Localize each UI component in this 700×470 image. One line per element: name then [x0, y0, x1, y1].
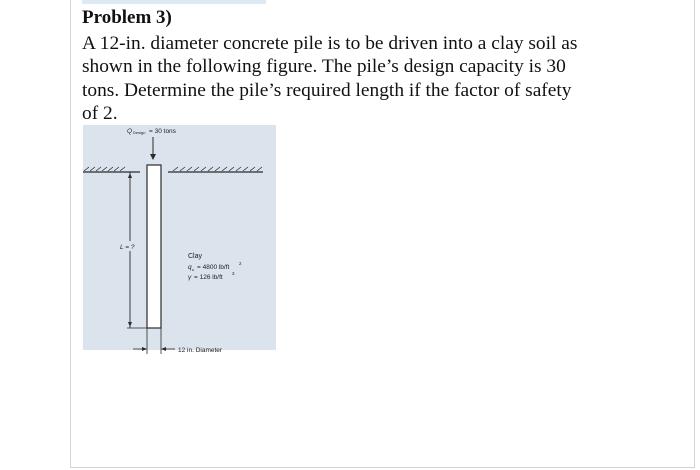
diameter-label: 12 in. Diameter [178, 347, 223, 354]
pile [147, 165, 161, 328]
problem-line-4: of 2. [82, 103, 118, 125]
load-symbol: Q [127, 128, 133, 135]
top-highlight-strip [82, 0, 266, 4]
problem-line-3: tons. Determine the pile’s required length if the factor of safety [82, 79, 572, 101]
load-value: = 30 tons [149, 128, 176, 135]
qu-subscript: u [192, 267, 195, 272]
pile-figure [83, 125, 276, 354]
length-label: L = ? [120, 244, 135, 251]
problem-line-1: A 12-in. diameter concrete pile is to be driven into a clay soil as [82, 33, 578, 54]
problem-line-2: shown in the following figure. The pile’s design capacity is 30 [82, 56, 566, 78]
problem-title: Problem 3) [82, 7, 172, 28]
figure-background [83, 125, 276, 350]
qu-value: = 4800 lb/ft [197, 264, 230, 271]
gamma-symbol: γ [188, 274, 192, 281]
soil-name: Clay [188, 253, 203, 260]
qu-exponent: 2 [239, 261, 242, 266]
problem-statement [82, 32, 622, 126]
gamma-exponent: 3 [232, 271, 235, 276]
load-subscript: Design [133, 130, 146, 135]
qu-symbol: q [188, 264, 192, 271]
pile-diagram [83, 125, 276, 354]
gamma-value: = 126 lb/ft [194, 274, 223, 281]
